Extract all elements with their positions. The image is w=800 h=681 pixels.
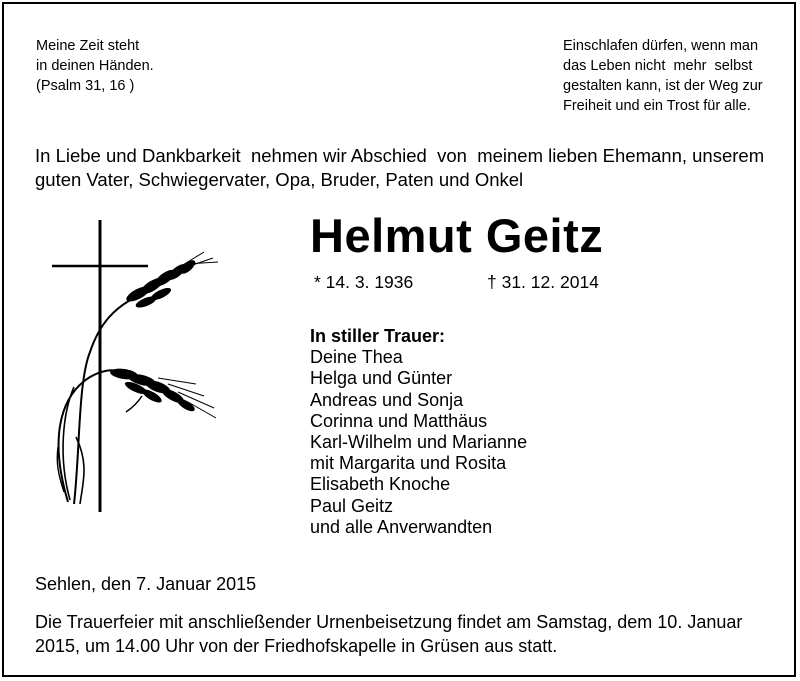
mourner-entry: Deine Thea	[310, 347, 403, 368]
funeral-line: 2015, um 14.00 Uhr von der Friedhofskapelle in Grüsen aus statt.	[35, 636, 558, 656]
death-date: † 31. 12. 2014	[487, 272, 599, 292]
mourner-entry: Karl-Wilhelm und Marianne	[310, 432, 528, 453]
cross-with-wheat-icon	[28, 212, 228, 517]
mourner-entry: Helga und Günter	[310, 368, 453, 389]
quote-line: gestalten kann, ist der Weg zur	[563, 78, 763, 94]
intro-line: guten Vater, Schwiegervater, Opa, Bruder, Paten und Onkel	[35, 169, 524, 190]
mourner-entry: mit Margarita und Rosita	[310, 453, 507, 474]
quote-line: Freiheit und ein Trost für alle.	[563, 98, 751, 114]
intro-line: In Liebe und Dankbarkeit nehmen wir Abschied von meinem lieben Ehemann, unserem	[35, 145, 765, 166]
mourners-list	[310, 326, 527, 538]
psalm-quote	[36, 36, 154, 96]
mourner-entry: Elisabeth Knoche	[310, 474, 451, 495]
intro-text	[35, 144, 775, 192]
quote-line: das Leben nicht mehr selbst	[563, 58, 753, 74]
funeral-info	[35, 610, 780, 658]
funeral-line: Die Trauerfeier mit anschließender Urnenbeisetzung findet am Samstag, dem 10. Januar	[35, 612, 743, 632]
mourner-entry: Andreas und Sonja	[310, 389, 464, 410]
quote-line: in deinen Händen.	[36, 58, 154, 74]
deceased-name: Helmut Geitz	[310, 209, 604, 262]
quote-line: Meine Zeit steht	[36, 38, 140, 54]
mourners-heading: In stiller Trauer:	[310, 326, 446, 346]
trost-quote	[563, 36, 763, 116]
birth-date: * 14. 3. 1936	[314, 272, 414, 292]
mourner-entry: und alle Anverwandten	[310, 516, 493, 537]
quote-line: (Psalm 31, 16 )	[36, 78, 135, 94]
quote-line: Einschlafen dürfen, wenn man	[563, 38, 759, 54]
place-date: Sehlen, den 7. Januar 2015	[35, 574, 257, 594]
mourner-entry: Corinna und Matthäus	[310, 410, 488, 431]
mourner-entry: Paul Geitz	[310, 495, 394, 516]
